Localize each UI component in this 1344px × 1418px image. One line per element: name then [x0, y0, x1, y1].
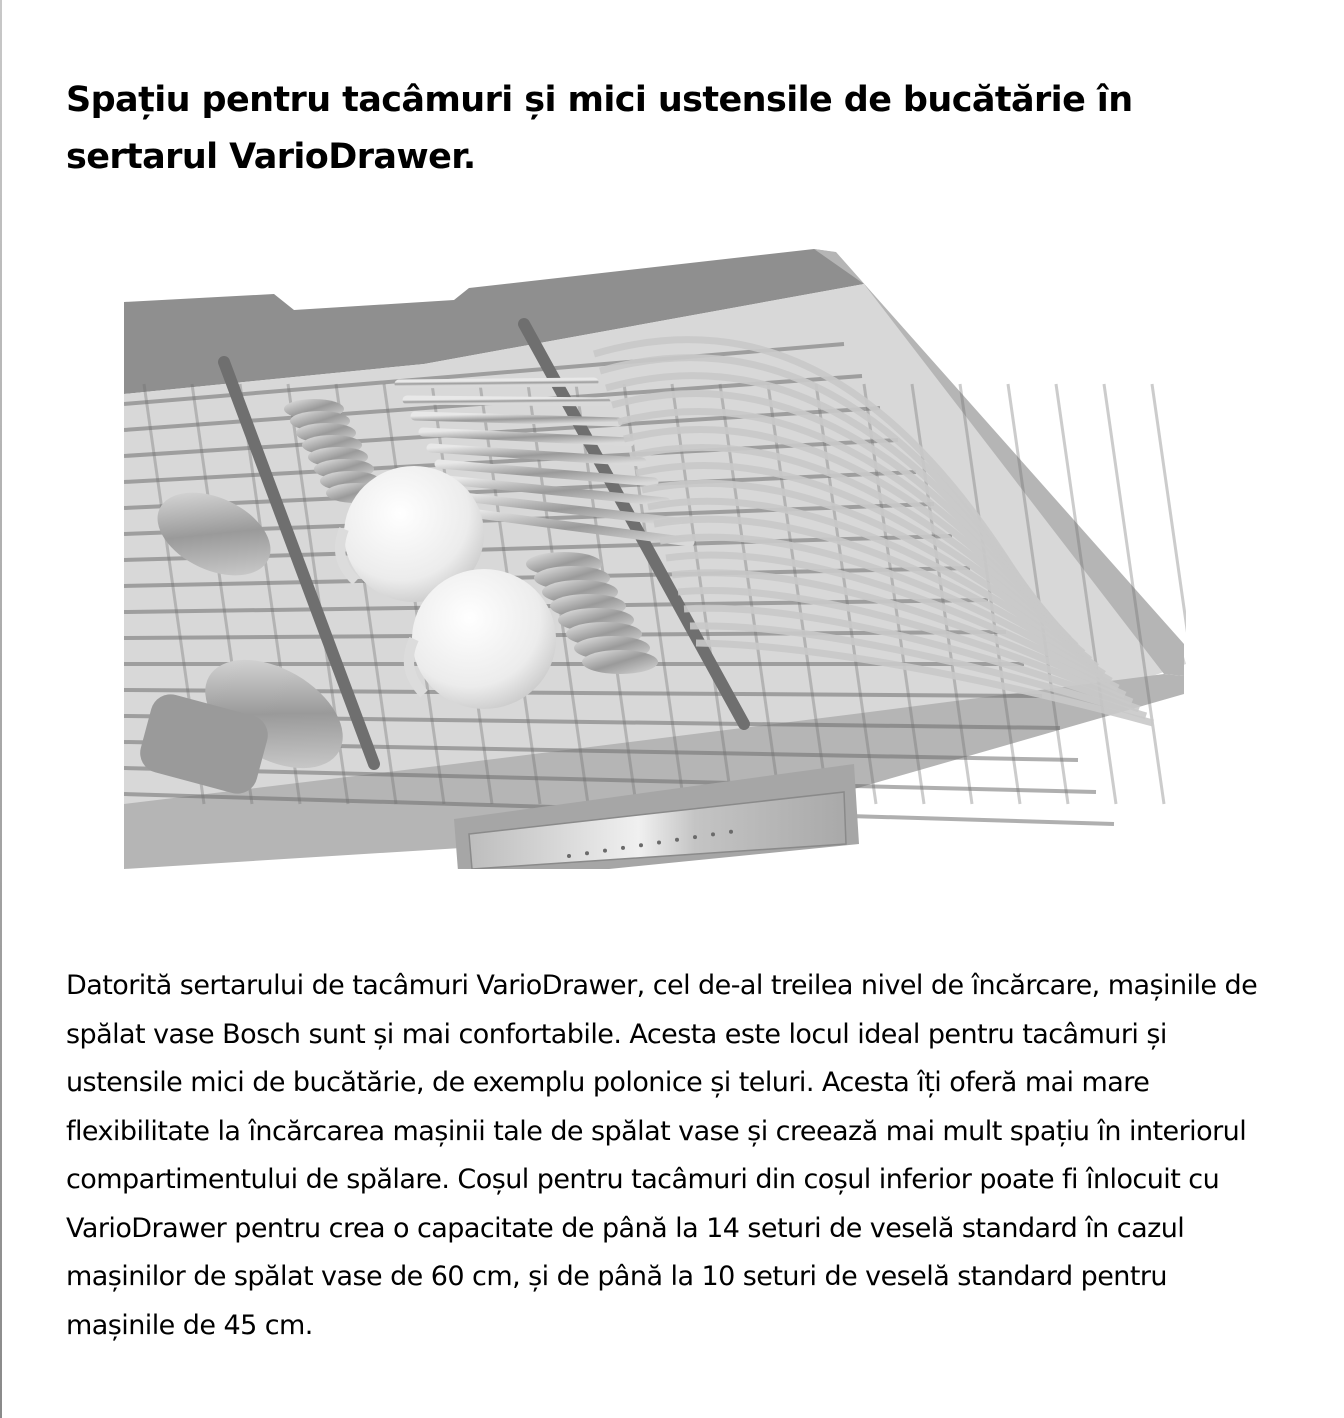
article	[66, 72, 1286, 1341]
handle-dot	[657, 841, 661, 845]
page-left-border	[0, 0, 2, 1418]
handle-dot	[711, 832, 715, 836]
spoon	[582, 650, 658, 674]
handle-dot	[603, 849, 607, 853]
handle-dot	[621, 846, 625, 850]
handle-dot	[567, 854, 571, 858]
handle-dot	[585, 851, 589, 855]
fork	[399, 382, 594, 384]
article-title: Spațiu pentru tacâmuri și mici ustensile de bucătărie în sertarul VarioDrawer.	[66, 80, 1133, 177]
handle-dot	[639, 843, 643, 847]
fork	[415, 416, 618, 422]
article-body: Datorită sertarului de tacâmuri VarioDrawer, cel de-al treilea nivel de încărcare, mașinile de spălat vase Bosch sunt și mai confortabile. Acesta este locul ideal pentru tacâmuri și ustensile mici de bucătărie, de exemplu polonice și teluri. Acesta îți oferă mai mare flexibilitate la încărcarea mașinii tale de spălat vase și creează mai mult spațiu în interiorul compartimentului de spălare. Coșul pentru tacâmuri din coșul inferior poate fi înlocuit cu VarioDrawer pentru crea o capacitate de până la 14 seturi de veselă standard în cazul mașinilor de spălat vase de 60 cm, și de până la 10 seturi de veselă standard pentru mașinile de 45 cm.	[66, 970, 1258, 1341]
rack-wire	[1152, 384, 1186, 804]
product-image-vario-drawer	[124, 244, 1186, 869]
handle-dot	[693, 835, 697, 839]
handle-dot	[729, 830, 733, 834]
fork	[407, 400, 606, 402]
handle-dot	[675, 838, 679, 842]
vario-drawer-illustration	[124, 244, 1186, 869]
